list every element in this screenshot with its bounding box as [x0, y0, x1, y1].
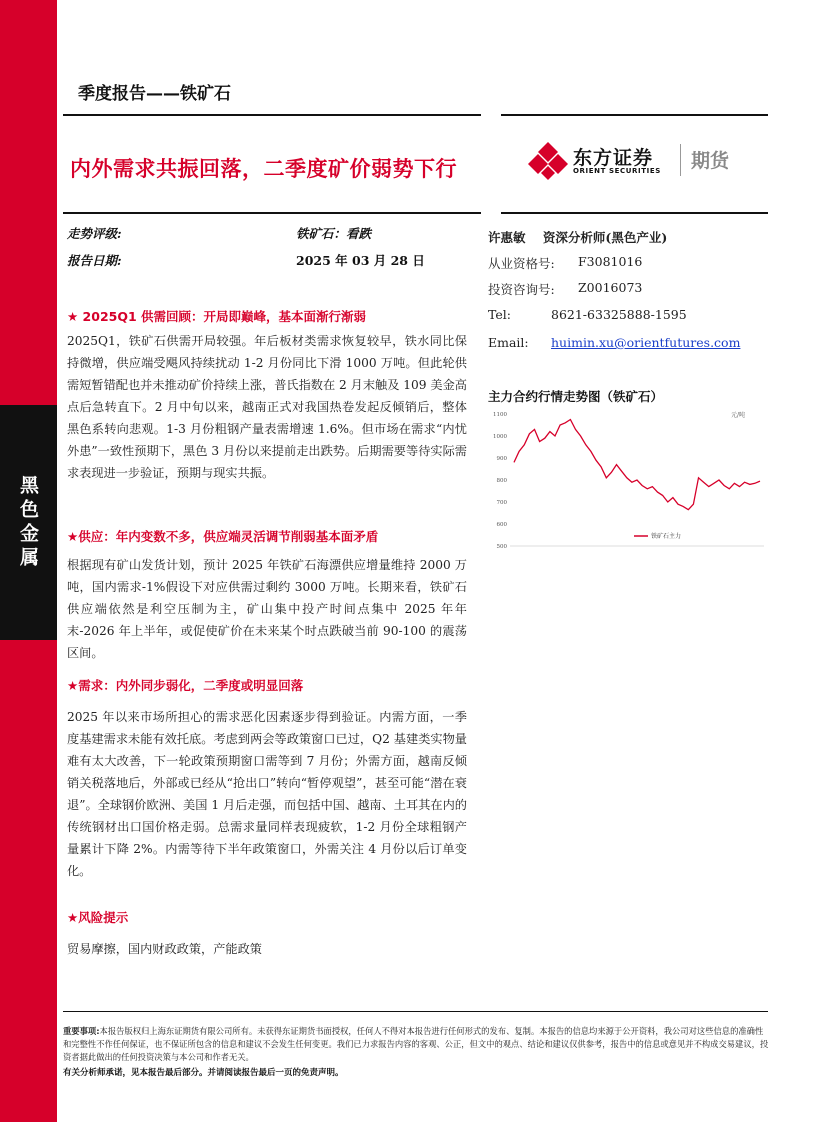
section-body-demand: 2025 年以来市场所担心的需求恶化因素逐步得到验证。内需方面，一季度基建需求未能有效托底。考虑到两会等政策窗口已过，Q2 基建类实物量难有太大改善，下一轮政策预期窗口需等到 7 月份；外需方面，越南反倾销关税落地后，外部或已经从“抢出口”转向“暂停观望”，甚至可能“潜在衰退”。全球钢价欧洲、美国 1 月后走强，而包括中国、越南、土耳其在内的传统钢材出口国价格走弱。总需求量同样表现疲软，1-2 月份全球粗钢产量累计下降 2%。内需等待下半年政策窗口，外需关注 4 月份以后订单变化。	[67, 710, 467, 878]
header-divider-right	[501, 114, 768, 116]
y-tick-label: 1000	[493, 434, 507, 440]
disclaimer-label: 重要事项:	[63, 1026, 100, 1036]
logo-separator	[680, 144, 681, 176]
analyst-name: 许惠敏 资深分析师(黑色产业)	[488, 230, 668, 245]
y-tick-label: 800	[496, 478, 507, 484]
section-body-risk: 贸易摩擦，国内财政政策，产能政策	[67, 942, 262, 956]
rating-value: 铁矿石：看跌	[296, 226, 372, 241]
price-trend-chart	[486, 404, 768, 554]
disclaimer-body: 本报告版权归上海东证期货有限公司所有。未获得东证期货书面授权，任何人不得对本报告进行任何形式的发布、复制。本报告的信息均来源于公开资料，我公司对这些信息的准确性和完整性不作任何保证，也不保证所包含的信息和建议不会发生任何变更。我们已力求报告内容的客观、公正，但文中的观点、结论和建议仅供参考，报告中的信息或意见并不构成交易建议，投资者据此做出的任何投资决策与本公司和作者无关。	[63, 1026, 769, 1062]
date-label: 报告日期:	[67, 253, 122, 268]
section-title-supply: ★供应：年内变数不多，供应端灵活调节削弱基本面矛盾	[67, 529, 379, 544]
header-divider-left	[63, 114, 481, 116]
section-title-demand: ★需求：内外同步弱化，二季度或明显回落	[67, 678, 304, 693]
section-title-risk: ★风险提示	[67, 910, 129, 925]
logo-name: 东方证券	[573, 147, 654, 169]
disclaimer-analyst-note: 有关分析师承诺，见本报告最后部分。并请阅读报告最后一页的免责声明。	[63, 1068, 344, 1078]
headline: 内外需求共振回落，二季度矿价弱势下行	[70, 157, 457, 181]
analyst-tel: Tel: 8621-63325888-1595	[488, 307, 687, 322]
y-tick-label: 700	[496, 500, 507, 506]
y-tick-label: 500	[496, 544, 507, 550]
orient-logo-icon	[528, 140, 568, 180]
logo-futures: 期货	[691, 150, 730, 172]
email-link[interactable]: huimin.xu@orientfutures.com	[551, 335, 741, 350]
analyst-license: 从业资格号: F3081016	[488, 254, 643, 271]
analyst-consulting: 投资咨询号: Z0016073	[488, 280, 643, 297]
date-value: 2025 年 03 月 28 日	[296, 253, 425, 268]
section-title-review: ★ 2025Q1 供需回顾：开局即巅峰，基本面渐行渐弱	[67, 309, 367, 324]
y-tick-label: 900	[496, 456, 507, 462]
rating-divider-right	[501, 212, 768, 214]
logo-english: ORIENT SECURITIES	[573, 167, 661, 175]
disclaimer-text	[63, 1025, 770, 1064]
section-body-supply: 根据现有矿山发货计划，预计 2025 年铁矿石海漂供应增量维持 2000 万吨，国内需求-1%假设下对应供需过剩约 3000 万吨。长期来看，铁矿石供应端依然是利空压制为主，矿山集中投产时间点集中 2025 年年末-2026 年上半年，或促使矿价在未来某个时点跌破当前 90-100 的震荡区间。	[67, 558, 467, 660]
analyst-email: Email: huimin.xu@orientfutures.com	[488, 335, 741, 350]
section-body-review: 2025Q1，铁矿石供需开局较强。年后板材类需求恢复较早，铁水同比保持微增，供应端受飓风持续扰动 1-2 月份同比下滑 1000 万吨。但此轮供需短暂错配也并未推动矿价持续上涨，普氏指数在 2 月末触及 109 美金高点后急转直下。2 月中旬以来，越南正式对我国热卷发起反倾销后，整体黑色系转向悲观。1-3 月份粗钢产量表需增速 1.6%。但市场在需求“内忧外患”一致性预期下，黑色 3 月份以来提前走出跌势。后期需要等待实际需求表现进一步验证，预期与现实共振。	[67, 334, 467, 480]
company-logo	[528, 140, 768, 180]
y-tick-label: 600	[496, 522, 507, 528]
series-line-iron-ore	[514, 420, 760, 510]
rating-label: 走势评级:	[67, 226, 122, 241]
chart-unit-label: 元/吨	[731, 412, 746, 419]
chart-title: 主力合约行情走势图（铁矿石）	[488, 389, 664, 404]
report-type: 季度报告——铁矿石	[78, 84, 231, 104]
sector-label: 黑色金属	[0, 405, 57, 640]
y-tick-label: 1100	[493, 412, 507, 418]
legend-label: 铁矿石主力	[651, 533, 682, 540]
rating-divider-left	[63, 212, 481, 214]
disclaimer-divider	[63, 1011, 768, 1012]
